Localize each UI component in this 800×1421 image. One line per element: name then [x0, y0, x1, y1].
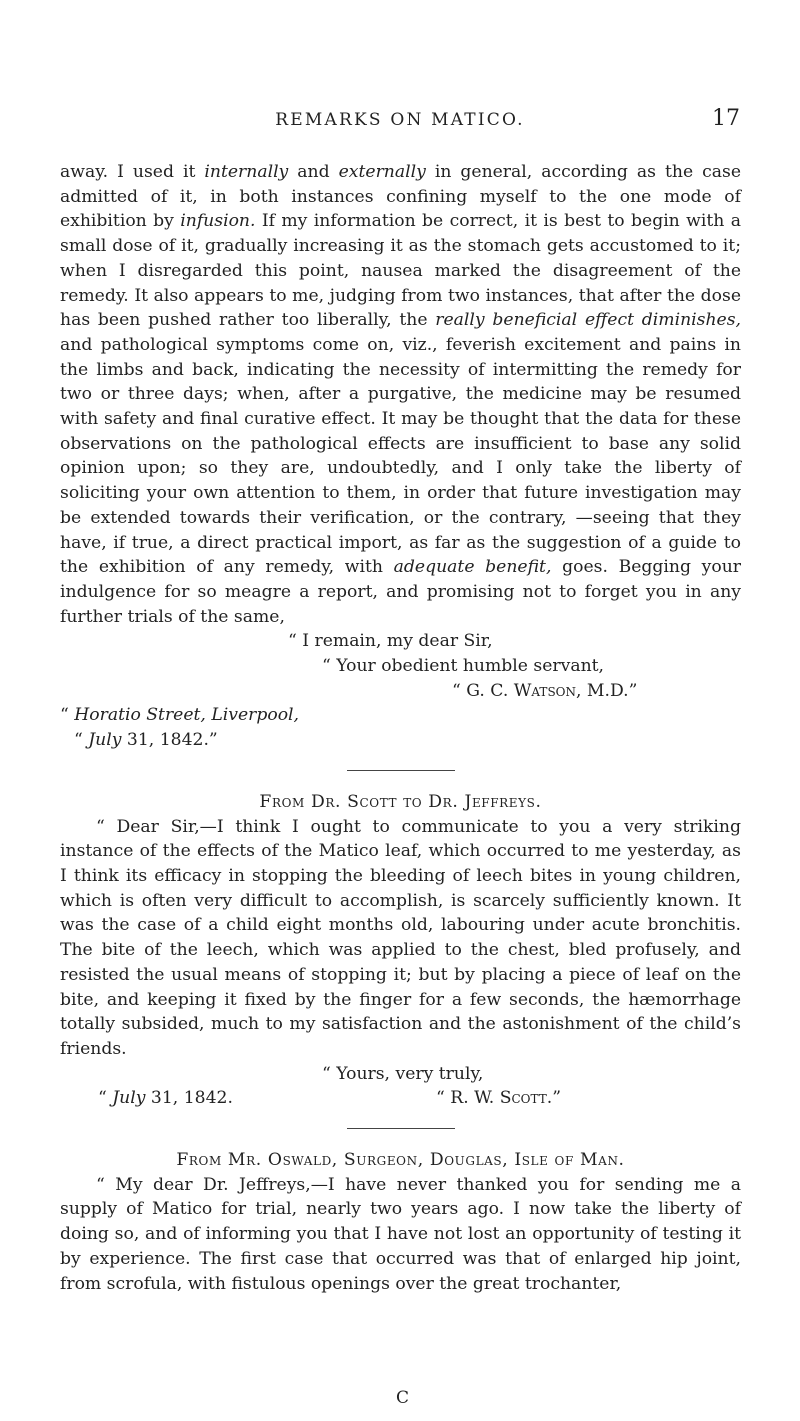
emphasis: adequate benefit, — [393, 557, 552, 578]
section-divider — [347, 1128, 455, 1129]
watson-date — [60, 728, 741, 753]
address-text: Horatio Street, Liverpool, — [74, 705, 300, 726]
date-month: July — [112, 1088, 146, 1109]
scott-date — [98, 1086, 233, 1111]
quote-mark: “ — [98, 1088, 113, 1109]
date-month: July — [88, 730, 122, 751]
page-header — [60, 106, 740, 140]
emphasis: infusion. — [180, 211, 256, 232]
oswald-letter-heading: From Mr. Oswald, Surgeon, Douglas, Isle of Man. — [176, 1150, 625, 1171]
watson-signature: “ G. C. Watson, M.D.” — [452, 680, 638, 701]
text-run: If my information be correct, it is best to begin with a small dose of it, gradually increasing it as the stomach gets accustomed to it; when I disregarded this point, nausea marked the disagreement of the remedy. It also appears to me, judging from two instances, that after the dose has been pushed rather too liberally, the — [60, 211, 741, 331]
emphasis: really beneficial effect diminishes, — [435, 310, 742, 331]
body-text — [60, 160, 741, 1296]
scott-signature: “ R. W. Scott.” — [436, 1088, 561, 1109]
emphasis: externally — [338, 162, 426, 182]
watson-letter-paragraph — [60, 160, 741, 629]
watson-closing-servant: “ Your obedient humble servant, — [322, 656, 605, 677]
scott-signoff — [60, 1086, 741, 1111]
watson-closing-remain: “ I remain, my dear Sir, — [288, 631, 493, 652]
scott-letter-body: “ Dear Sir,—I think I ought to communicate to you a very striking instance of the effects of the Matico leaf, which occurred to me yesterday, as I think its efficacy in stopping the bleeding of leech bites in young children, which is often very difficult to accomplish, is scarcely sufficiently known. It was the case of a child eight months old, labouring under acute bronchitis. The bite of the leech, which was applied to the chest, bled profusely, and resisted the usual means of stopping it; but by placing a piece of leaf on the bite, and keeping it fixed by the finger for a few seconds, the hæmorrhage totally subsided, much to my satisfaction and the astonishment of the child’s friends. — [60, 816, 741, 1059]
quote-mark: “ — [74, 730, 89, 751]
text-run: in general, according as the case admitted of it, in both instances confining myself to the one mode of exhibition by — [60, 162, 741, 232]
oswald-letter-body: “ My dear Dr. Jeffreys,—I have never thanked you for sending me a supply of Matico for trial, nearly two years ago. I now take the liberty of doing so, and of informing you that I have not lost an opportunity of testing it by experience. The first case that occurred was that of enlarged hip joint, from scrofula, with fistulous openings over the great trochanter, — [60, 1174, 741, 1294]
emphasis: internally — [204, 162, 289, 182]
watson-address — [60, 703, 741, 728]
text-run: and — [288, 162, 339, 182]
text-run: and pathological symptoms come on, viz., feverish excitement and pains in the limbs and back, indicating the necessity of intermitting the remedy for two or three days; when, after a purgative, the medicine may be resumed with safety and final curative effect. It may be thought that the data for these observations on the pathological effects are insufficient to base any solid opinion upon; so they are, undoubtedly, and I only take the liberty of soliciting your own attention to them, in order that future investigation may be extended towards their verification, or the contrary, —seeing that they have, if true, a direct practical import, as far as the suggestion of a guide to the exhibition of any remedy, with — [60, 334, 741, 578]
quote-mark: “ — [60, 705, 75, 726]
date-rest: 31, 1842. — [145, 1088, 233, 1109]
text-run: away. I used it — [60, 162, 205, 182]
section-divider — [347, 770, 455, 771]
text-run: goes. Begging your indulgence for so meagre a report, and promising not to forget you in any further trials of the same, — [60, 557, 741, 627]
scott-closing: “ Yours, very truly, — [322, 1063, 484, 1084]
signature-mark: C — [396, 1388, 410, 1408]
date-rest: 31, 1842.” — [121, 730, 218, 751]
running-title: REMARKS ON MATICO. — [275, 110, 525, 130]
page-number: 17 — [712, 106, 740, 131]
scott-letter-heading: From Dr. Scott to Dr. Jeffreys. — [259, 791, 542, 812]
